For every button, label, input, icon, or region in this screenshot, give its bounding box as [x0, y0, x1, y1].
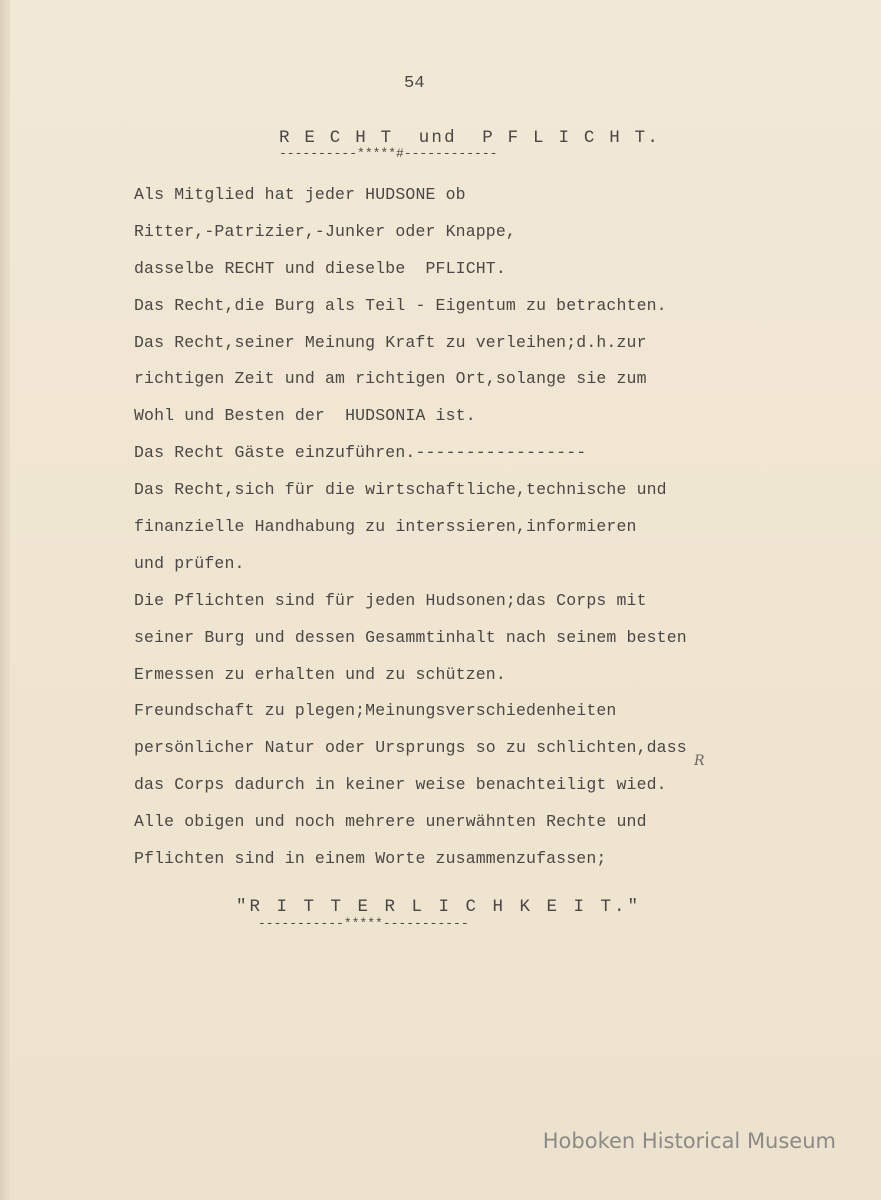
text-line: seiner Burg und dessen Gesammtinhalt nach seinem besten [134, 627, 687, 647]
museum-watermark: Hoboken Historical Museum [542, 1129, 836, 1153]
page-title: R E C H T und P F L I C H T. [279, 128, 661, 148]
text-line: Die Pflichten sind für jeden Hudsonen;das Corps mit [134, 590, 647, 610]
text-line: Das Recht,sich für die wirtschaftliche,technische und [134, 480, 667, 500]
handwritten-correction: R [694, 753, 705, 769]
text-line: und prüfen. [134, 553, 245, 573]
text-line: persönlicher Natur oder Ursprungs so zu schlichten,dass [134, 738, 687, 758]
text-line: dasselbe RECHT und dieselbe PFLICHT. [134, 258, 506, 278]
closing-word: "R I T T E R L I C H K E I T." [236, 897, 642, 917]
text-line: Pflichten sind in einem Worte zusammenzufassen; [134, 849, 607, 869]
text-line: Wohl und Besten der HUDSONIA ist. [134, 406, 476, 426]
text-line: richtigen Zeit und am richtigen Ort,solange sie zum [134, 369, 647, 389]
title-divider: ----------*****#------------ [279, 146, 498, 161]
text-line: Das Recht Gäste einzuführen.----------------- [134, 443, 587, 463]
text-line: Als Mitglied hat jeder HUDSONE ob [134, 185, 466, 204]
text-line: das Corps dadurch in keiner weise benachteiligt wied. [134, 775, 667, 795]
text-line: Alle obigen und noch mehrere unerwähnten Rechte und [134, 812, 647, 832]
text-line: Freundschaft zu plegen;Meinungsverschiedenheiten [134, 701, 617, 721]
page-number: 54 [404, 74, 425, 93]
text-line: Das Recht,seiner Meinung Kraft zu verleihen;d.h.zur [134, 332, 647, 352]
closing-divider: -----------*****----------- [258, 916, 469, 931]
text-line: finanzielle Handhabung zu interssieren,informieren [134, 517, 637, 537]
body-text [134, 183, 687, 884]
text-line: Ritter,-Patrizier,-Junker oder Knappe, [134, 221, 516, 241]
text-line: Ermessen zu erhalten und zu schützen. [134, 664, 506, 684]
text-line: Das Recht,die Burg als Teil - Eigentum zu betrachten. [134, 295, 667, 315]
